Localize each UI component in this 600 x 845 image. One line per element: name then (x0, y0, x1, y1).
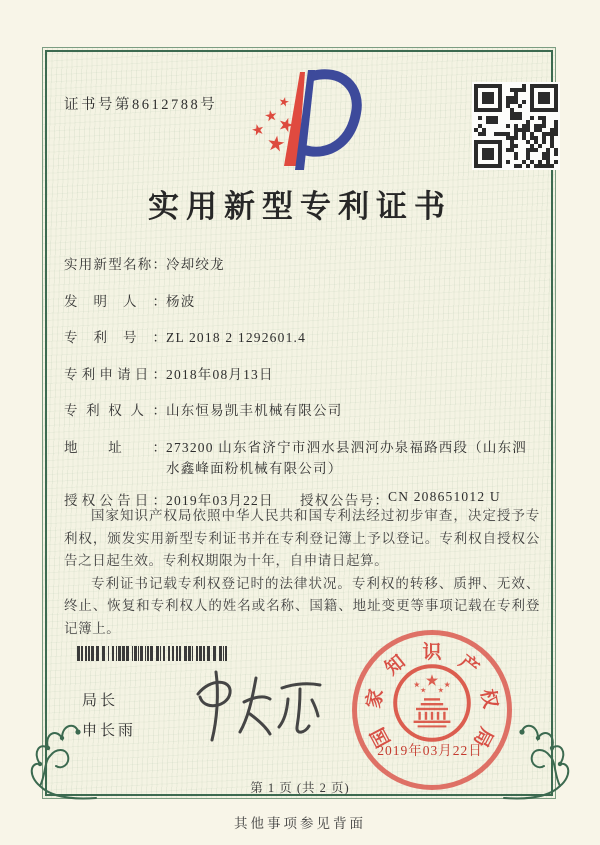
field-utility-model-name (64, 254, 538, 275)
certificate-number: 证书号第8612788号 (64, 97, 218, 113)
director-title: 局长 (82, 693, 119, 709)
seal-char: 知 (381, 651, 410, 680)
field-value: ZL 2018 2 1292601.4 (166, 330, 307, 345)
page-number: 第 1 页 (共 2 页) (250, 781, 350, 795)
corner-flourish-icon (18, 716, 98, 804)
seal-char: 权 (476, 687, 501, 711)
seal-char: 识 (422, 642, 442, 663)
field-label: 地址： (64, 439, 166, 455)
field-label: 专利申请日： (64, 366, 166, 382)
official-seal (352, 630, 512, 790)
field-value: 山东恒易凯丰机械有限公司 (166, 403, 343, 418)
barcode-icon (75, 646, 233, 661)
certificate-title: 实用新型专利证书 (148, 189, 452, 224)
corner-flourish-icon (502, 716, 582, 804)
field-value: 冷却绞龙 (166, 257, 225, 272)
field-label: 发明人： (64, 293, 166, 309)
footer-note: 其他事项参见背面 (234, 816, 366, 831)
field-value: 杨波 (166, 293, 196, 309)
seal-char: 家 (363, 687, 388, 711)
field-label: 专利号： (64, 330, 166, 345)
field-label: 授权公告号： (300, 492, 388, 508)
field-label: 专利权人： (64, 403, 166, 418)
field-label: 实用新型名称： (64, 257, 166, 272)
seal-char: 国 (367, 723, 395, 751)
field-address (64, 437, 538, 479)
body-paragraph: 专利证书记载专利权登记时的法律状况。专利权的转移、质押、无效、终止、恢复和专利权人的姓名或名称、国籍、地址变更等事项记载在专利登记簿上。 (64, 575, 540, 636)
seal-char: 产 (454, 651, 483, 680)
certificate-fields (64, 254, 538, 510)
national-emblem-icon (392, 663, 472, 751)
cnipa-patent-logo-icon (238, 66, 364, 180)
field-patentee (64, 400, 538, 421)
field-value: 273200 山东省济宁市泗水县泗河办泉福路西段（山东泗水鑫峰面粉机械有限公司） (166, 439, 527, 476)
seal-date: 2019年03月22日 (377, 743, 483, 758)
field-patent-number (64, 327, 538, 348)
field-inventor (64, 291, 538, 312)
field-value: CN 208651012 U (388, 488, 501, 504)
body-paragraph: 国家知识产权局依照中华人民共和国专利法经过初步审查，决定授予专利权，颁发实用新型专利证书并在专利登记簿上予以登记。专利权自授权公告之日起生效。专利权期限为十年，自申请日起算。 (64, 508, 540, 568)
field-value: 2018年08月13日 (166, 366, 274, 382)
field-label: 授权公告日： (64, 492, 166, 508)
handwritten-signature-icon (182, 664, 327, 752)
field-filing-date (64, 364, 538, 385)
seal-char: 局 (469, 723, 497, 751)
certificate-body-text (64, 505, 540, 640)
qr-code-icon (474, 84, 558, 168)
field-value: 2019年03月22日 (166, 492, 274, 508)
director-name: 申长雨 (82, 723, 137, 739)
